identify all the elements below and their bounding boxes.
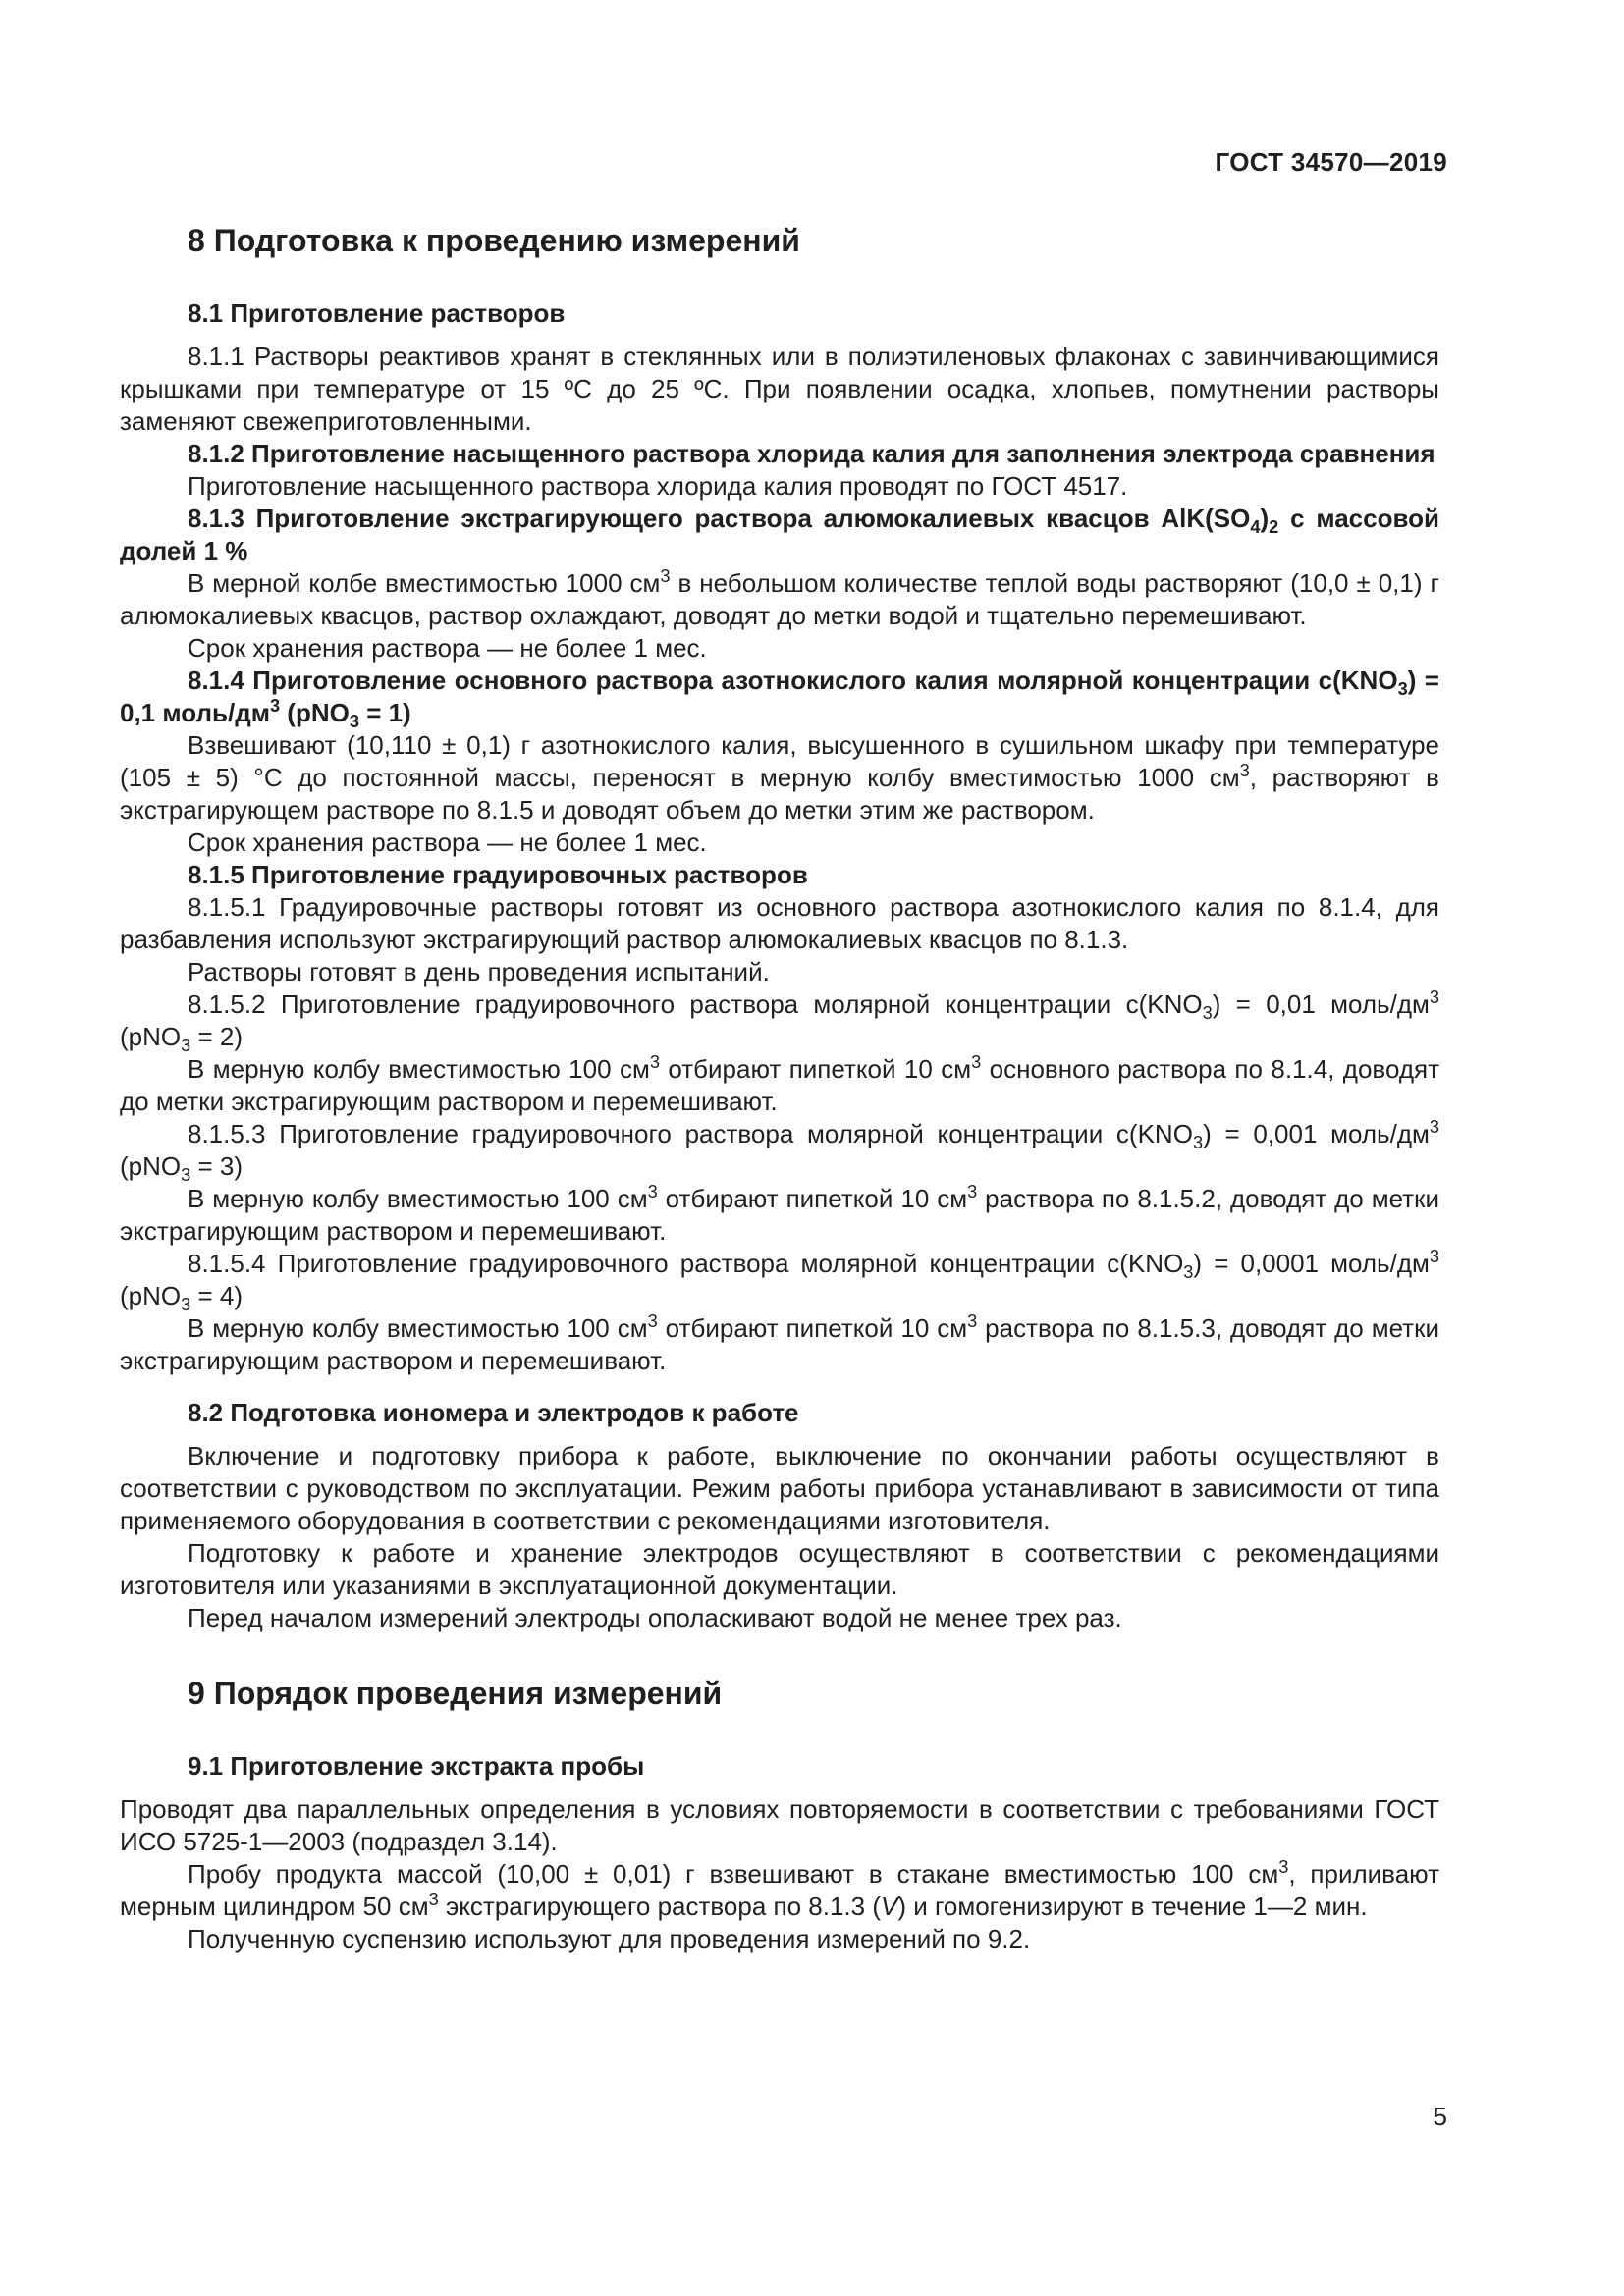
heading-8-1-3: 8.1.3 Приготовление экстрагирующего раствора алюмокалиевых квасцов $AlK(SO_4)_2$ с массовой долей 1 % <box>120 504 1439 565</box>
paragraph-8-2-3: Перед началом измерений электроды ополаскивают водой не менее трех раз. <box>188 1603 1122 1632</box>
paragraph-8-1-5-4-b: В мерную колбу вместимостью 100 $см^3$ отбирают пипеткой 10 $см^3$ раствора по 8.1.5.3, доводят до метки экстрагирующим раствором и перемешивают. <box>120 1311 1439 1375</box>
standard-designation: ГОСТ 34570—2019 <box>1215 147 1447 177</box>
paragraph-8-2-1: Включение и подготовку прибора к работе, выключение по окончании работы осуществляют в соответствии с руководством по эксплуатации. Режим работы прибора устанавливают в зависимости от типа применяемого оборудования в соответствии с рекомендациями изготовителя. <box>120 1441 1439 1535</box>
paragraph-8-1-5-3-b: В мерную колбу вместимостью 100 $см^3$ отбирают пипеткой 10 $см^3$ раствора по 8.1.5.2, доводят до метки экстрагирующим раствором и перемешивают. <box>120 1182 1439 1246</box>
heading-8-1-4: 8.1.4 Приготовление основного раствора азотнокислого калия молярной концентрации $c(KNO_3) = 0,1$ моль/$дм^3$ (pNO$_3$ = 1) <box>120 666 1439 731</box>
heading-8-1-5: 8.1.5 Приготовление градуировочных растворов <box>188 860 808 889</box>
section-8-1-heading: 8.1 Приготовление растворов <box>188 298 566 328</box>
paragraph-8-2-2: Подготовку к работе и хранение электродов осуществляют в соответствии с рекомендациями изготовителя или указаниями в эксплуатационной документации. <box>120 1538 1439 1600</box>
paragraph-8-1-2: Приготовление насыщенного раствора хлорида калия проводят по ГОСТ 4517. <box>188 471 1128 501</box>
paragraph-8-1-5-3: 8.1.5.3 Приготовление градуировочного раствора молярной концентрации $c(KNO_3) = 0,001$ моль/$дм^3$ (pNO$_3$ = 3) <box>120 1117 1439 1185</box>
paragraph-8-1-5-2-b: В мерную колбу вместимостью 100 $см^3$ отбирают пипеткой 10 $см^3$ основного раствора по 8.1.4, доводят до метки экстрагирующим раствором и перемешивают. <box>120 1052 1439 1116</box>
paragraph-9-1-2: Пробу продукта массой (10,00 ± 0,01) г взвешивают в стакане вместимостью 100 $см^3$, приливают мерным цилиндром 50 $см^3$ экстрагирующего раствора по 8.1.3 (V) и гомогенизируют в течение 1—2 мин. <box>120 1857 1439 1921</box>
paragraph-8-1-5-1-b: Растворы готовят в день проведения испытаний. <box>188 957 770 987</box>
paragraph-8-1-4-b: Срок хранения раствора — не более 1 мес. <box>188 828 707 857</box>
heading-8-1-2: 8.1.2 Приготовление насыщенного раствора хлорида калия для заполнения электрода сравнения <box>188 439 1435 468</box>
section-9-1-heading: 9.1 Приготовление экстракта пробы <box>188 1751 645 1781</box>
paragraph-9-1-1: Проводят два параллельных определения в условиях повторяемости в соответствии с требованиями ГОСТ ИСО 5725-1—2003 (подраздел 3.14). <box>120 1794 1439 1856</box>
paragraph-8-1-5-4: 8.1.5.4 Приготовление градуировочного раствора молярной концентрации $c(KNO_3) = 0,0001$ моль/$дм^3$ (pNO$_3$ = 4) <box>120 1247 1439 1314</box>
paragraph-9-1-3: Полученную суспензию используют для проведения измерений по 9.2. <box>188 1924 1031 1953</box>
section-8-2-heading: 8.2 Подготовка иономера и электродов к работе <box>188 1398 799 1427</box>
page-number: 5 <box>1433 2102 1447 2131</box>
paragraph-8-1-3-b: Срок хранения раствора — не более 1 мес. <box>188 633 707 663</box>
paragraph-8-1-1: 8.1.1 Растворы реактивов хранят в стеклянных или в полиэтиленовых флаконах с завинчивающимися крышками при температуре от 15 ºС до 25 ºС. При появлении осадка, хлопьев, помутнении растворы заменяют свежеприготовленными. <box>120 342 1439 436</box>
document-body <box>120 221 1439 1955</box>
paragraph-8-1-3-a: В мерной колбе вместимостью 1000 $см^3$ в небольшом количестве теплой воды растворяют (10,0 ± 0,1) г алюмокалиевых квасцов, раствор охлаждают, доводят до метки водой и тщательно перемешивают. <box>120 566 1439 630</box>
section-9-heading: 9 Порядок проведения измерений <box>188 1676 723 1711</box>
paragraph-8-1-5-1-a: 8.1.5.1 Градуировочные растворы готовят из основного раствора азотнокислого калия по 8.1.4, для разбавления используют экстрагирующий раствор алюмокалиевых квасцов по 8.1.3. <box>120 892 1439 954</box>
section-8-heading: 8 Подготовка к проведению измерений <box>188 223 800 258</box>
paragraph-8-1-5-2: 8.1.5.2 Приготовление градуировочного раствора молярной концентрации $c(KNO_3) = 0,01$ моль/$дм^3$ (pNO$_3$ = 2) <box>120 988 1439 1055</box>
paragraph-8-1-4-a: Взвешивают (10,110 ± 0,1) г азотнокислого калия, высушенного в сушильном шкафу при температуре (105 ± 5) °С до постоянной массы, переносят в мерную колбу вместимостью 1000 $см^3$, растворяют в экстрагирующем растворе по 8.1.5 и доводят объем до метки этим же раствором. <box>120 730 1439 825</box>
